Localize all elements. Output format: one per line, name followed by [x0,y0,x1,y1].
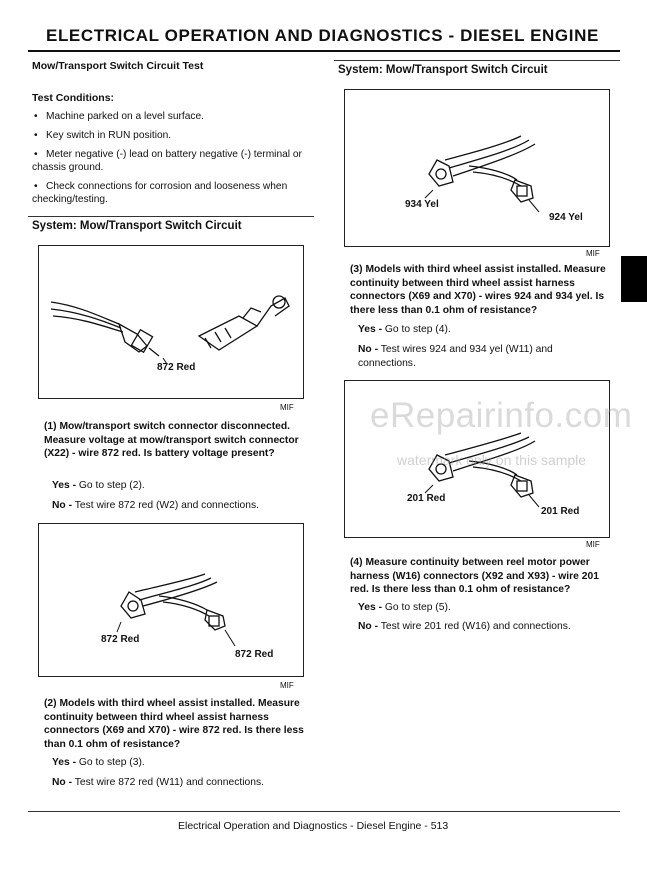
step-4-yes: Yes - Go to step (5). [358,602,451,613]
mif-code: MIF [280,681,294,690]
mif-code: MIF [280,403,294,412]
step-3-text: (3) Models with third wheel assist installed. Measure continuity between third wheel assist harness connectors (X69 and X70) - wires 924 and 934 yel. Is there less than 0.1 ohm of resistance? [350,264,606,316]
test-title: Mow/Transport Switch Circuit Test [32,60,204,72]
step-2-yes: Yes - Go to step (3). [52,757,145,768]
wire-label-b: 872 Red [235,649,274,660]
list-item: • Check connections for corrosion and looseness when checking/testing. [32,180,312,206]
system-title-left: System: Mow/Transport Switch Circuit [32,220,242,232]
step-3-no: No - Test wires 924 and 934 yel (W11) and connections. [358,344,553,369]
list-item: • Meter negative (-) lead on battery negative (-) terminal or chassis ground. [32,148,312,174]
step-3-yes: Yes - Go to step (4). [358,324,451,335]
figure-yel-wires [344,89,610,247]
connector-illustration [39,246,305,400]
section-divider [28,216,314,217]
system-title-right: System: Mow/Transport Switch Circuit [338,64,548,76]
wire-label-b: 924 Yel [549,212,583,223]
step-1-text: (1) Mow/transport switch connector disconnected. Measure voltage at mow/transport switch connector (X22) - wire 872 red. Is battery voltage present? [44,421,299,459]
section-divider [334,60,620,61]
wire-label: 872 Red [157,362,196,373]
watermark: eRepairinfo.com [370,396,633,435]
mif-code: MIF [586,540,600,549]
step-4-no: No - Test wire 201 red (W16) and connections. [358,621,571,632]
step-1-yes: Yes - Go to step (2). [52,480,145,491]
footer-divider [28,811,620,812]
page-title: ELECTRICAL OPERATION AND DIAGNOSTICS - DIESEL ENGINE [46,26,599,45]
wire-label-a: 201 Red [407,493,446,504]
list-item: • Machine parked on a level surface. [32,110,312,123]
wire-label-b: 201 Red [541,506,580,517]
step-2-no: No - Test wire 872 red (W11) and connections. [52,777,264,788]
yel-wires-illustration [345,90,611,248]
wire-label-a: 934 Yel [405,199,439,210]
section-tab-marker [621,256,647,302]
list-item: • Key switch in RUN position. [32,129,312,142]
figure-switch-connector [38,245,304,399]
page-footer: Electrical Operation and Diagnostics - Diesel Engine - 513 [178,820,449,832]
step-2-text: (2) Models with third wheel assist installed. Measure continuity between third wheel assist harness connectors (X69 and X70) - wire 872 red. Is there less than 0.1 ohm of resistance? [44,698,304,750]
page-header [28,26,620,52]
wire-label-a: 872 Red [101,634,140,645]
figure-harness-connectors [38,523,304,677]
test-conditions-label: Test Conditions: [32,92,115,104]
step-4-text: (4) Measure continuity between reel motor power harness (W16) connectors (X92 and X93) - wire 201 red. Is there less than 0.1 ohm of resistance? [350,557,599,595]
mif-code: MIF [586,249,600,258]
step-1-no: No - Test wire 872 red (W2) and connections. [52,500,259,511]
watermark-subtext: watermark only on this sample [397,452,587,468]
test-conditions-list [32,110,312,212]
